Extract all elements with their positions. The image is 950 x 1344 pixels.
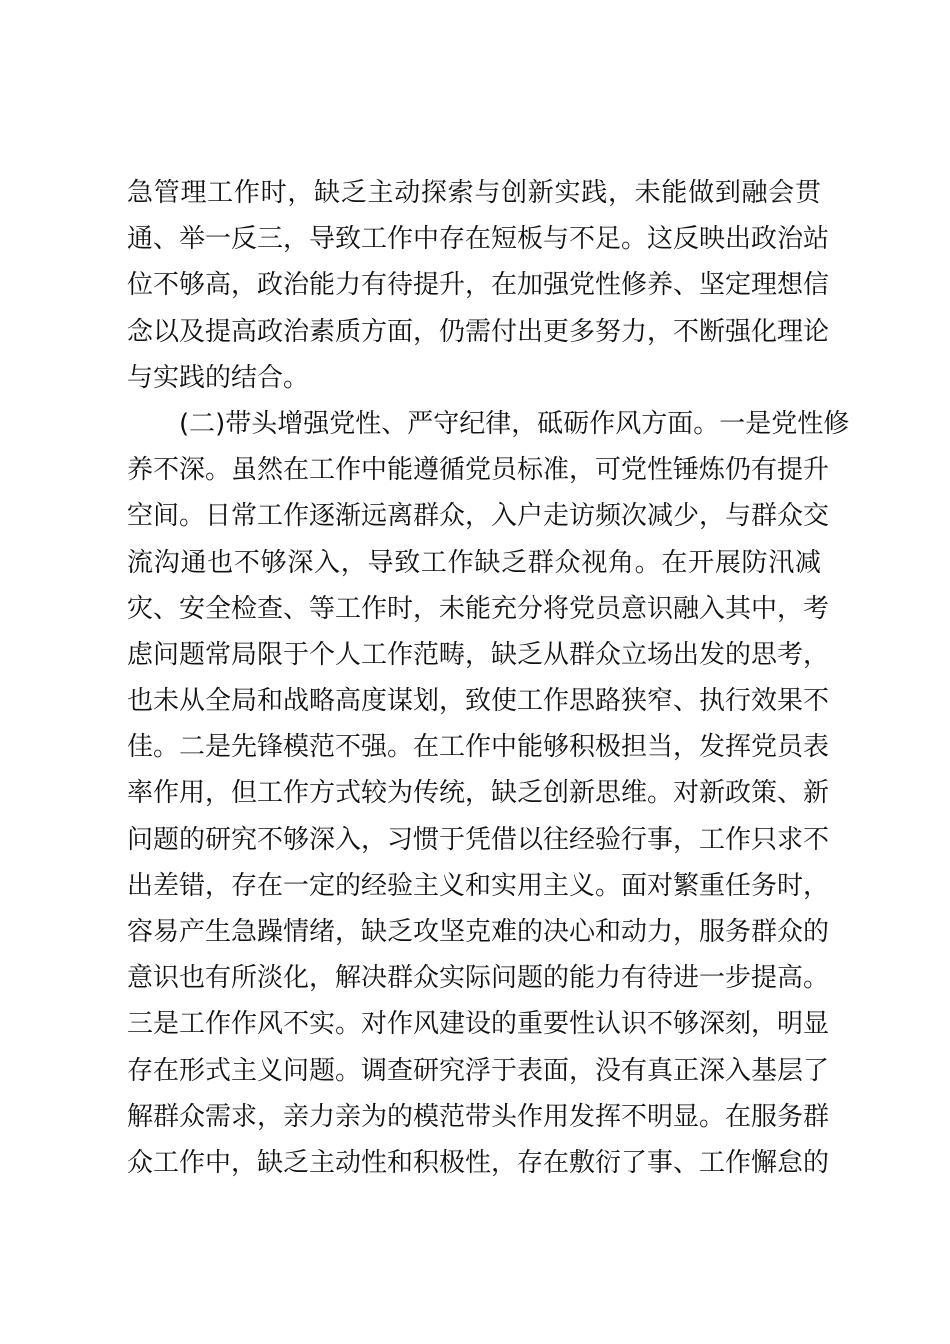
text-line: 也未从全局和战略高度谋划，致使工作思路狭窄、执行效果不 [127,686,830,717]
text-line: 问题的研究不够深入，习惯于凭借以往经验行事，工作只求不 [127,824,830,855]
text-line: 率作用，但工作方式较为传统，缺乏创新思维。对新政策、新 [127,778,830,809]
text-line: 急管理工作时，缺乏主动探索与创新实践，未能做到融会贯 [127,178,821,208]
text-line: 解群众需求，亲力亲为的模范带头作用发挥不明显。在服务群 [127,1101,830,1132]
text-line: 存在形式主义问题。调查研究浮于表面，没有真正深入基层了 [127,1055,830,1086]
text-line: 虑问题常局限于个人工作范畴，缺乏从群众立场出发的思考， [127,639,830,670]
text-line: 三是工作作风不实。对作风建设的重要性认识不够深刻，明显 [127,1009,830,1040]
text-line: 念以及提高政治素质方面，仍需付出更多努力，不断强化理论 [127,316,830,347]
paragraph-political-standing-continued [127,170,830,401]
text-line: 众工作中，缺乏主动性和积极性，存在敷衍了事、工作懈怠的 [127,1147,830,1178]
text-line: 位不够高，政治能力有待提升，在加强党性修养、坚定理想信 [127,270,830,301]
paragraph-party-spirit-discipline [127,401,850,1186]
section-heading-line: (二)带头增强党性、严守纪律，砥砺作风方面。一是党性修 [179,408,850,439]
text-line: 容易产生急躁情绪，缺乏攻坚克难的决心和动力，服务群众的 [127,917,830,947]
text-line: 通、举一反三，导致工作中存在短板与不足。这反映出政治站 [127,224,830,255]
text-line: 养不深。虽然在工作中能遵循党员标准，可党性锤炼仍有提升 [127,455,830,486]
text-line: 流沟通也不够深入，导致工作缺乏群众视角。在开展防汛减 [127,547,821,578]
text-line: 与实践的结合。 [127,362,310,393]
text-line: 灾、安全检查、等工作时，未能充分将党员意识融入其中，考 [127,593,830,624]
text-line: 出差错，存在一定的经验主义和实用主义。面对繁重任务时， [127,870,830,901]
text-line: 意识也有所淡化，解决群众实际问题的能力有待进一步提高。 [127,963,830,994]
text-line: 佳。二是先锋模范不强。在工作中能够积极担当，发挥党员表 [127,732,830,763]
text-line: 空间。日常工作逐渐远离群众，入户走访频次减少，与群众交 [127,501,830,532]
document-body [127,170,850,1186]
